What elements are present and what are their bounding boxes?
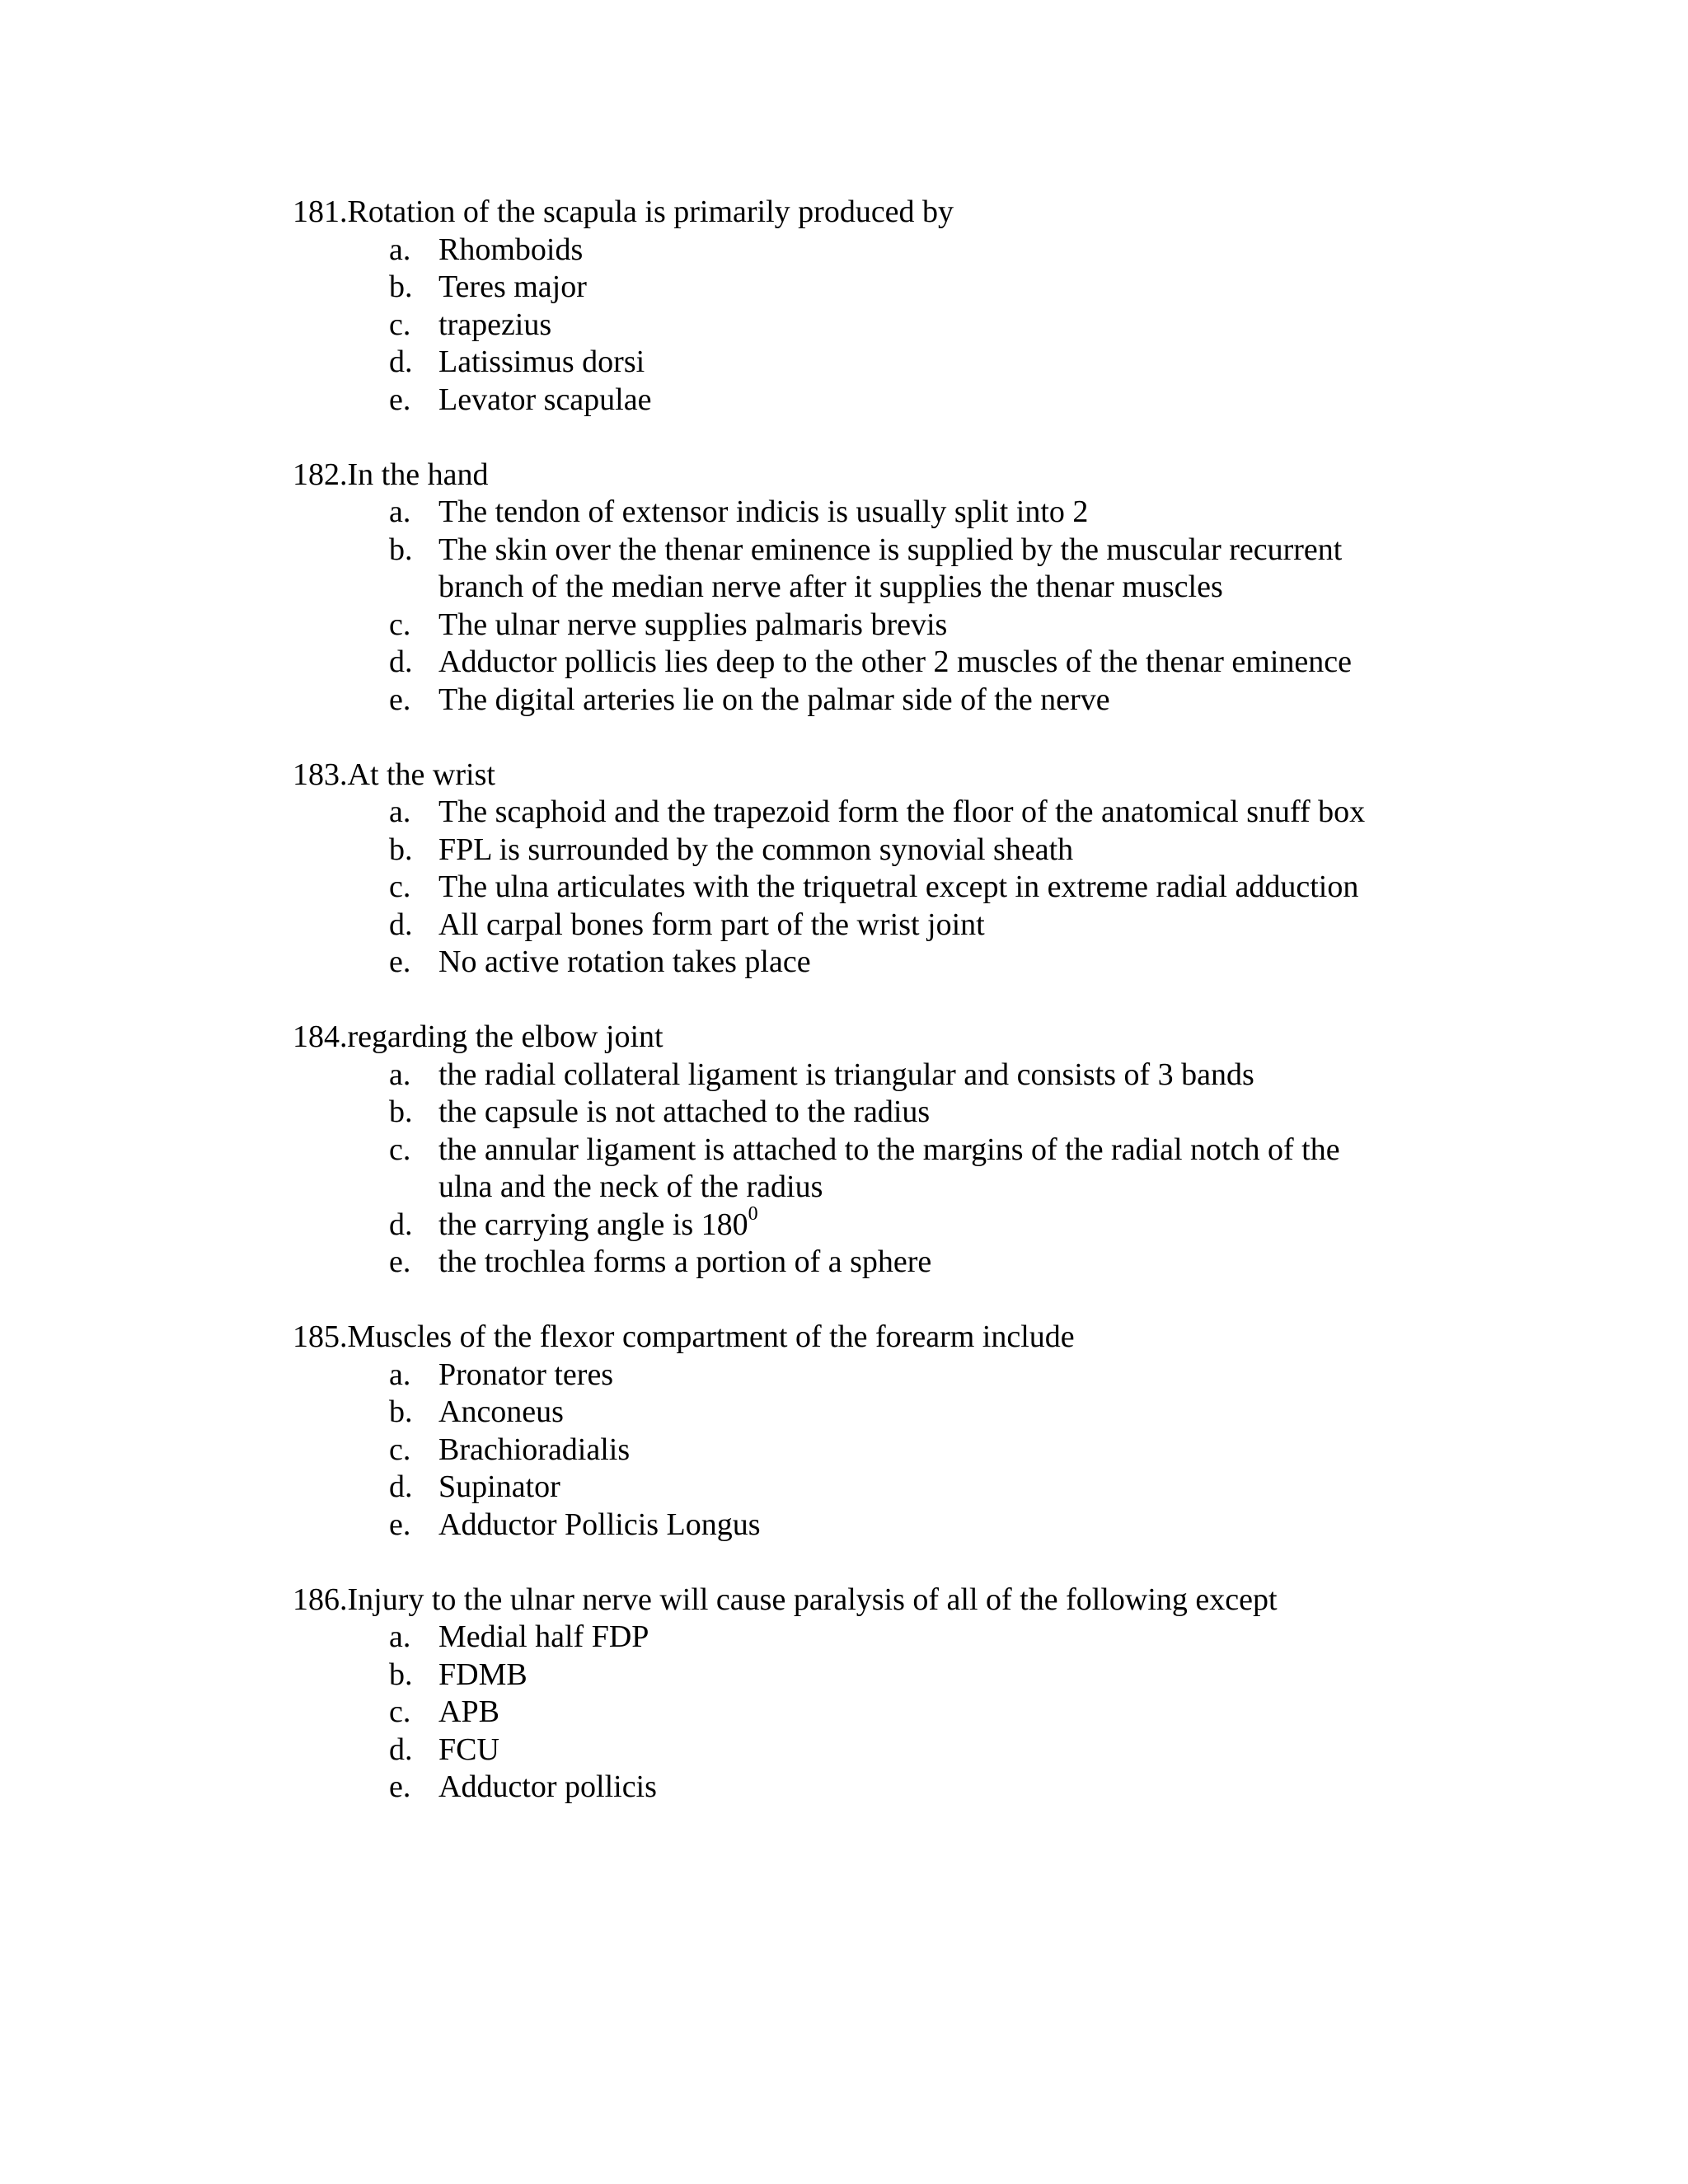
option-letter: a. (389, 1619, 411, 1654)
option-text: the radial collateral ligament is triangular and consists of 3 bands (438, 1057, 1254, 1092)
option-text: Supinator (438, 1469, 560, 1504)
option-text: the capsule is not attached to the radius (438, 1094, 931, 1129)
option-c (293, 869, 1496, 907)
option-e (293, 944, 1496, 982)
option-c (293, 1694, 1496, 1732)
option-letter: e. (389, 382, 411, 417)
option-b (293, 1094, 1496, 1132)
option-text: The ulna articulates with the triquetral except in extreme radial adduction (438, 869, 1359, 904)
option-c (293, 307, 1496, 344)
option-letter: e. (389, 1507, 411, 1542)
option-text: Adductor pollicis lies deep to the other 2 muscles of the thenar eminence (438, 644, 1352, 679)
option-c (293, 1132, 1496, 1207)
option-a (293, 1057, 1496, 1094)
option-letter: c. (389, 1132, 411, 1167)
option-e (293, 1507, 1496, 1544)
option-a (293, 232, 1496, 269)
option-d (293, 1732, 1496, 1769)
option-d (293, 1202, 1496, 1244)
option-text: the annular ligament is attached to the margins of the radial notch of the ulna and the neck of the radius (438, 1132, 1340, 1204)
option-e (293, 1769, 1496, 1807)
option-letter: b. (389, 1657, 413, 1692)
option-text (438, 1202, 1386, 1244)
option-letter: a. (389, 232, 411, 267)
question-text: 181.Rotation of the scapula is primarily produced by (293, 194, 954, 229)
option-letter: a. (389, 1057, 411, 1092)
option-b (293, 269, 1496, 307)
option-letter: d. (389, 344, 413, 379)
option-letter: c. (389, 1432, 411, 1467)
question-text: 183.At the wrist (293, 757, 495, 792)
option-b (293, 832, 1496, 869)
option-text: Latissimus dorsi (438, 344, 645, 379)
option-a (293, 1619, 1496, 1657)
option-text: Adductor Pollicis Longus (438, 1507, 761, 1542)
option-text: Anconeus (438, 1394, 564, 1429)
option-text: The skin over the thenar eminence is supplied by the muscular recurrent branch of the median nerve after it supplies the thenar muscles (438, 532, 1343, 604)
option-text: Levator scapulae (438, 382, 652, 417)
option-b (293, 1657, 1496, 1694)
option-text: No active rotation takes place (438, 944, 811, 979)
option-letter: b. (389, 532, 413, 567)
option-text: Rhomboids (438, 232, 584, 267)
option-letter: d. (389, 907, 413, 942)
option-list (293, 494, 1496, 719)
option-letter: a. (389, 794, 411, 829)
option-letter: d. (389, 1207, 413, 1242)
question-186 (293, 1582, 1496, 1807)
question-text: 182.In the hand (293, 457, 489, 492)
option-letter: e. (389, 1244, 411, 1279)
option-c (293, 607, 1496, 644)
option-d (293, 907, 1496, 944)
option-letter: d. (389, 644, 413, 679)
option-text: Pronator teres (438, 1357, 614, 1392)
option-list (293, 1357, 1496, 1544)
option-text: All carpal bones form part of the wrist joint (438, 907, 985, 942)
option-letter: c. (389, 307, 411, 342)
question-181 (293, 194, 1496, 419)
option-text: Adductor pollicis (438, 1769, 657, 1804)
option-list (293, 1057, 1496, 1282)
option-e (293, 382, 1496, 419)
option-letter: b. (389, 269, 413, 304)
question-text: 185.Muscles of the flexor compartment of the forearm include (293, 1319, 1075, 1354)
option-letter: e. (389, 1769, 411, 1804)
option-letter: b. (389, 832, 413, 867)
option-letter: a. (389, 494, 411, 529)
option-d (293, 344, 1496, 382)
option-letter: b. (389, 1094, 413, 1129)
option-text: The tendon of extensor indicis is usually split into 2 (438, 494, 1089, 529)
option-list (293, 232, 1496, 419)
option-text: Brachioradialis (438, 1432, 631, 1467)
option-letter: d. (389, 1732, 413, 1767)
option-a (293, 1357, 1496, 1394)
question-185 (293, 1319, 1496, 1544)
option-text: FDMB (438, 1657, 528, 1692)
question-184 (293, 1019, 1496, 1282)
option-letter: c. (389, 607, 411, 642)
option-e (293, 682, 1496, 719)
option-b (293, 532, 1496, 607)
option-list (293, 1619, 1496, 1807)
option-text: Medial half FDP (438, 1619, 649, 1654)
option-text: The scaphoid and the trapezoid form the floor of the anatomical snuff box (438, 794, 1366, 829)
option-letter: a. (389, 1357, 411, 1392)
option-letter: e. (389, 682, 411, 717)
option-a (293, 794, 1496, 832)
option-text: The ulnar nerve supplies palmaris brevis (438, 607, 948, 642)
option-text: FCU (438, 1732, 499, 1767)
option-text: The digital arteries lie on the palmar side of the nerve (438, 682, 1110, 717)
option-text: FPL is surrounded by the common synovial sheath (438, 832, 1074, 867)
option-text: APB (438, 1694, 499, 1729)
degree-superscript: 0 (748, 1202, 758, 1225)
option-text: the trochlea forms a portion of a sphere (438, 1244, 932, 1279)
option-letter: e. (389, 944, 411, 979)
question-183 (293, 757, 1496, 982)
option-list (293, 794, 1496, 982)
option-a (293, 494, 1496, 532)
question-text: 186.Injury to the ulnar nerve will cause paralysis of all of the following except (293, 1582, 1278, 1617)
question-text: 184.regarding the elbow joint (293, 1019, 663, 1054)
option-b (293, 1394, 1496, 1432)
option-d (293, 644, 1496, 682)
option-c (293, 1432, 1496, 1469)
option-letter: c. (389, 1694, 411, 1729)
option-d (293, 1469, 1496, 1507)
option-text: Teres major (438, 269, 587, 304)
question-182 (293, 457, 1496, 719)
option-text-main: the carrying angle is 180 (438, 1207, 748, 1242)
option-letter: b. (389, 1394, 413, 1429)
option-letter: d. (389, 1469, 413, 1504)
option-e (293, 1244, 1496, 1282)
question-list (293, 194, 1496, 1844)
option-letter: c. (389, 869, 411, 904)
option-text: trapezius (438, 307, 552, 342)
